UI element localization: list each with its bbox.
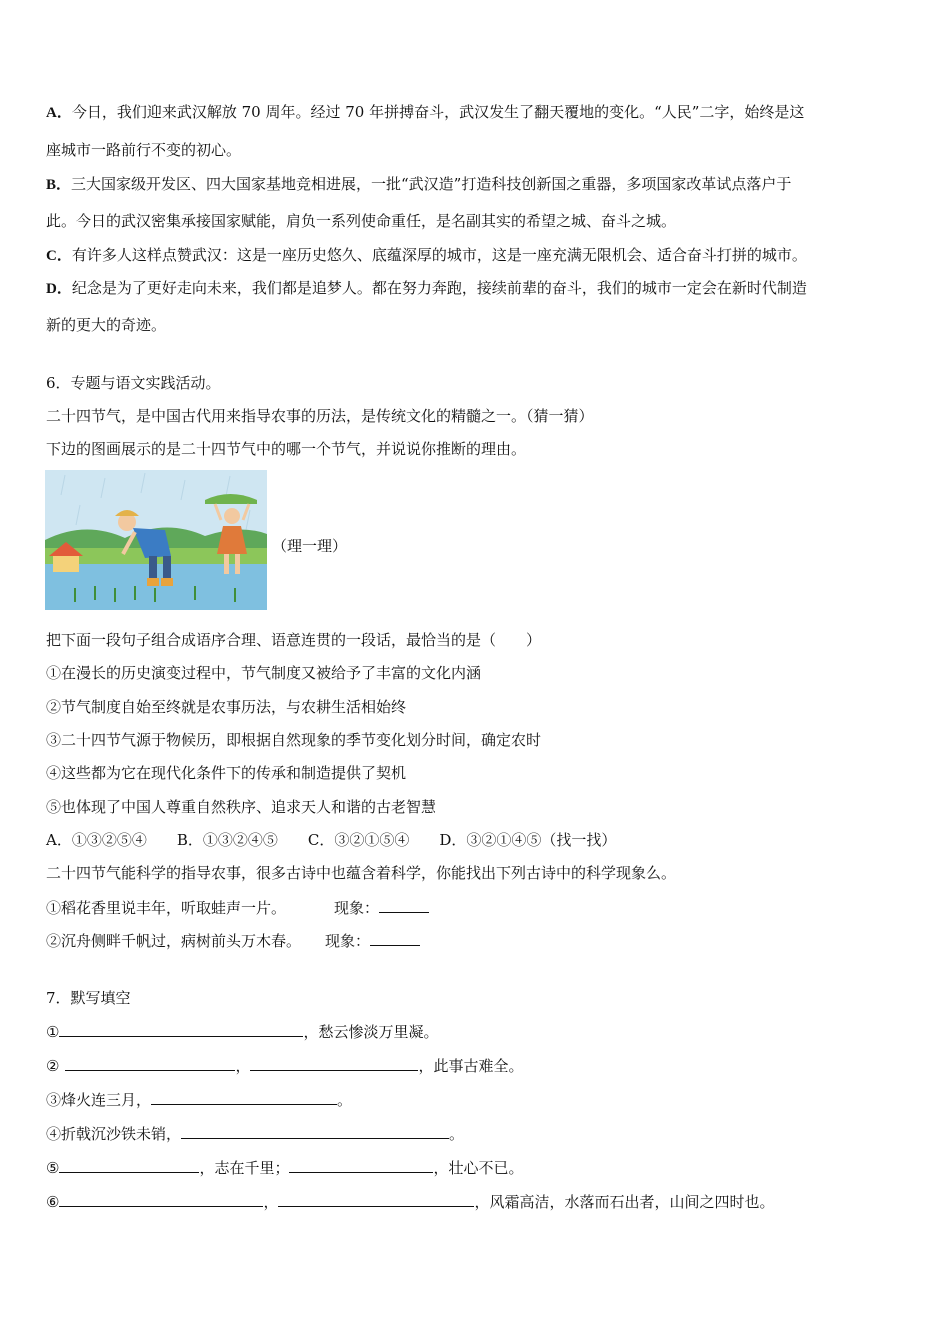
q6-order-question: 把下面一段句子组合成语序合理、语意连贯的一段话，最恰当的是（ ） [46,631,542,649]
q5-option-b-line1: B．三大国家级开发区、四大国家基地竞相进展，一批“武汉造”打造科技创新国之重器，多项国家改革试点落户于 [46,175,792,193]
q7-line-1: ① ，愁云惨淡万里凝。 [46,1023,439,1041]
poem2-answer-blank[interactable] [370,930,420,946]
poem1-answer-blank[interactable] [379,897,429,913]
q7-blank-2a[interactable] [65,1055,235,1071]
image-label: （理一理） [272,537,348,555]
q5-option-d-line1: D．纪念是为了更好走向未来，我们都是追梦人。都在努力奔跑，接续前辈的奋斗，我们的城市一定会在新时代制造 [46,279,807,297]
q5-option-a-line2: 座城市一路前行不变的初心。 [46,141,242,159]
farmers-planting-rice-in-rain-illustration [45,470,267,610]
q7-blank-4[interactable] [181,1123,449,1139]
q6-sentence-1: ①在漫长的历史演变过程中，节气制度又被给予了丰富的文化内涵 [46,664,482,682]
q6-sentence-3: ③二十四节气源于物候历，即根据自然现象的季节变化划分时间，确定农时 [46,731,542,749]
q5-option-d-line2: 新的更大的奇迹。 [46,316,167,334]
choice-a: A．①③②⑤④ [46,831,147,849]
q6-sentence-2: ②节气制度自始至终就是农事历法，与农耕生活相始终 [46,698,407,716]
q7-blank-2b[interactable] [250,1055,418,1071]
q6-science-question: 二十四节气能科学的指导农事，很多古诗中也蕴含着科学，你能找出下列古诗中的科学现象么。 [46,864,677,882]
q6-poem-1: ①稻花香里说丰年，听取蛙声一片。 现象： [46,897,429,918]
q7-line-6: ⑥ ， ，风霜高洁，水落而石出者，山间之四时也。 [46,1193,775,1211]
q7-blank-5b[interactable] [289,1157,433,1173]
q7-line-3: ③烽火连三月， 。 [46,1091,353,1109]
q6-title: 6．专题与语文实践活动。 [46,374,221,392]
q6-poem-2: ②沉舟侧畔千帆过，病树前头万木春。 现象： [46,930,420,951]
choice-b: B．①③②④⑤ [176,831,278,849]
choice-d: D．③②①④⑤（找一找） [439,831,617,849]
q7-line-4: ④折戟沉沙铁未销， 。 [46,1125,465,1143]
q5-option-c: C．有许多人这样点赞武汉：这是一座历史悠久、底蕴深厚的城市，这是一座充满无限机会、适合奋斗打拼的城市。 [46,246,807,264]
q6-intro: 二十四节气，是中国古代用来指导农事的历法，是传统文化的精髓之一。（猜一猜） [46,407,594,425]
q7-blank-6b[interactable] [278,1191,474,1207]
q5-option-b-line2: 此。今日的武汉密集承接国家赋能，肩负一系列使命重任，是名副其实的希望之城、奋斗之城。 [46,212,677,230]
q7-line-2: ② ， ，此事古难全。 [46,1057,524,1075]
q5-option-a-line1: A．今日，我们迎来武汉解放 70 周年。经过 70 年拼搏奋斗，武汉发生了翻天覆地的变化。“人民”二字，始终是这 [46,103,805,121]
choice-c: C．③②①⑤④ [307,831,410,849]
q7-blank-6a[interactable] [59,1191,263,1207]
q7-blank-5a[interactable] [59,1157,199,1173]
q6-sentence-5: ⑤也体现了中国人尊重自然秩序、追求天人和谐的古老智慧 [46,798,437,816]
q7-line-5: ⑤ ，志在千里； ，壮心不已。 [46,1159,524,1177]
q7-blank-3[interactable] [151,1089,337,1105]
q7-title: 7．默写填空 [46,989,131,1007]
q7-blank-1[interactable] [59,1021,303,1037]
q6-choices [46,830,646,850]
q6-sentence-4: ④这些都为它在现代化条件下的传承和制造提供了契机 [46,764,407,782]
q6-prompt: 下边的图画展示的是二十四节气中的哪一个节气，并说说你推断的理由。 [46,440,527,458]
